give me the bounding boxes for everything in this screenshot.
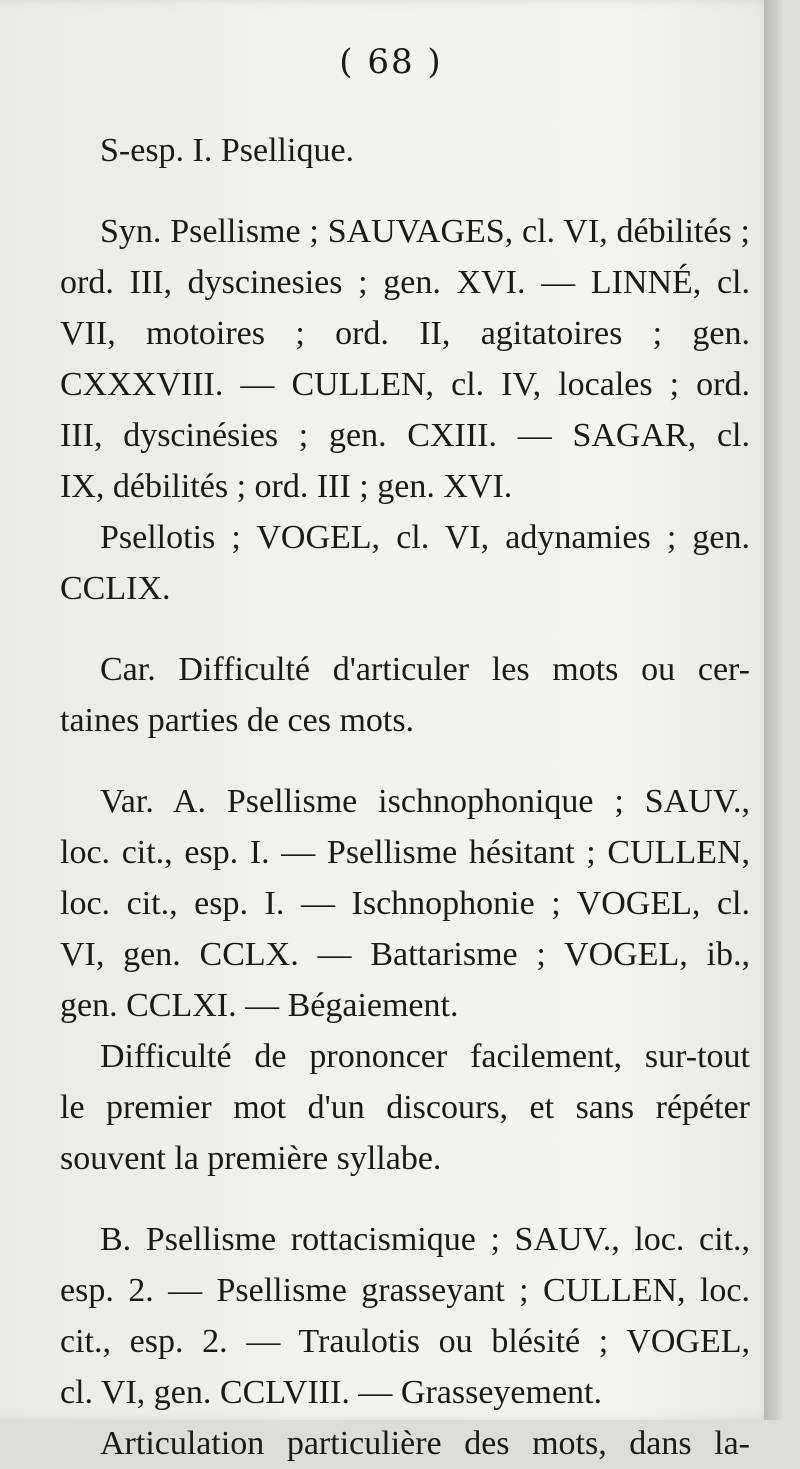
paragraph-gap (60, 176, 750, 206)
text-line: loc. cit., esp. I. — Psellisme hésitant ; CULLEN, (60, 834, 750, 871)
text-line: CXXXVIII. — CULLEN, cl. IV, locales ; ord. (60, 366, 750, 403)
page-body (60, 125, 750, 1469)
paragraph-gap (60, 614, 750, 644)
text-line: VII, motoires ; ord. II, agitatoires ; gen. (60, 315, 750, 352)
paragraph-gap (60, 1184, 750, 1214)
text-line: Psellotis ; VOGEL, cl. VI, adynamies ; gen. (100, 519, 750, 556)
text-line: S-esp. I. Psellique. (100, 132, 355, 169)
text-line: Var. A. Psellisme ischnophonique ; SAUV., (100, 783, 750, 820)
text-line: Articulation particulière des mots, dans la- (100, 1425, 750, 1462)
text-line: souvent la première syllabe. (60, 1140, 442, 1177)
text-line: Difficulté de prononcer facilement, sur-tout (100, 1038, 750, 1075)
text-line: le premier mot d'un discours, et sans répéter (60, 1089, 750, 1126)
text-line: IX, débilités ; ord. III ; gen. XVI. (60, 468, 513, 505)
text-line: taines parties de ces mots. (60, 702, 415, 739)
text-line: CCLIX. (60, 570, 171, 607)
text-line: Syn. Psellisme ; SAUVAGES, cl. VI, débilités ; (100, 213, 750, 250)
text-line: cit., esp. 2. — Traulotis ou blésité ; VOGEL, (60, 1323, 750, 1360)
text-line: Car. Difficulté d'articuler les mots ou cer- (100, 651, 750, 688)
page-number: ( 68 ) (339, 42, 443, 82)
paragraph-gap (60, 746, 750, 776)
text-line: cl. VI, gen. CCLVIII. — Grasseyement. (60, 1374, 603, 1411)
text-line: esp. 2. — Psellisme grasseyant ; CULLEN, loc. (60, 1272, 750, 1309)
text-line: B. Psellisme rottacismique ; SAUV., loc. cit., (100, 1221, 750, 1258)
page-edge-shadow (764, 0, 782, 1420)
text-line: III, dyscinésies ; gen. CXIII. — SAGAR, cl. (60, 417, 750, 454)
text-line: ord. III, dyscinesies ; gen. XVI. — LINNÉ, cl. (60, 264, 750, 301)
text-line: VI, gen. CCLX. — Battarisme ; VOGEL, ib., (60, 936, 750, 973)
text-line: loc. cit., esp. I. — Ischnophonie ; VOGEL, cl. (60, 885, 750, 922)
text-line: gen. CCLXI. — Bégaiement. (60, 987, 459, 1024)
